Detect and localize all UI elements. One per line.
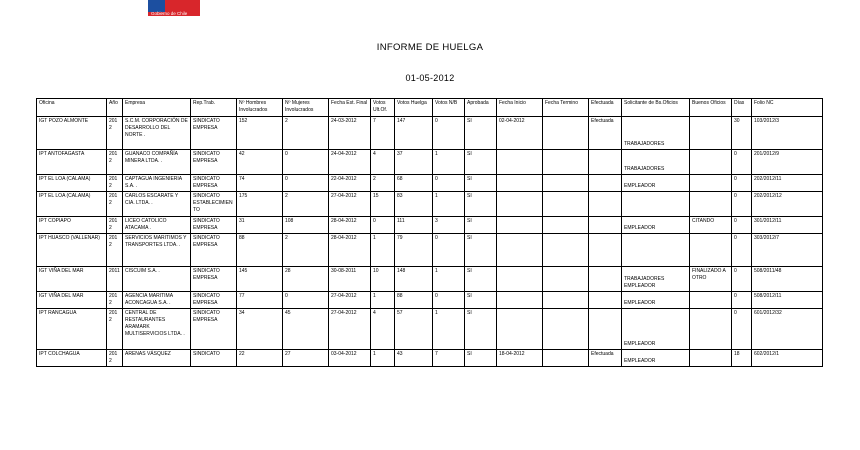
table-cell: SINDICATO EMPRESA [191,150,237,175]
table-cell: 2012 [107,117,123,150]
table-cell: 57 [395,309,433,350]
table-cell [690,234,732,267]
table-cell: CAPTAGUA INGENIERIA S.A. . [123,175,191,192]
table-cell: 27-04-2012 [329,292,371,309]
table-cell: EMPLEADOR [622,217,690,234]
table-cell: LICEO CATOLICO ATACAMA . [123,217,191,234]
table-cell: 4 [371,309,395,350]
table-cell: 10 [371,267,395,292]
table-cell [589,217,622,234]
table-cell: IPT ANTOFAGASTA [37,150,107,175]
table-cell: 175 [237,192,283,217]
gobierno-logo [148,0,200,16]
table-cell: AGENCIA MARITIMA ACONCAGUA S.A. . [123,292,191,309]
table-row [37,267,823,292]
table-cell: 7 [433,350,465,367]
table-cell: CITANDO [690,217,732,234]
table-cell [543,350,589,367]
logo-caption: Gobierno de Chile [151,11,188,16]
table-cell [543,309,589,350]
table-cell: 1 [433,267,465,292]
report-date: 01-05-2012 [405,73,455,83]
table-cell: 0 [283,175,329,192]
table-cell [622,192,690,217]
table-cell: 7 [371,117,395,150]
table-cell: 148 [395,267,433,292]
table-cell [497,309,543,350]
header-efectuada: Efectuada [589,99,622,117]
table-cell: 0 [433,117,465,150]
table-cell: 0 [433,175,465,192]
table-cell [589,234,622,267]
table-row [37,234,823,267]
table-cell: 1 [433,309,465,350]
header-mujeres: Nº Mujeres Involucrados [283,99,329,117]
table-cell: IPT COLCHAGUA [37,350,107,367]
header-empresa: Empresa [123,99,191,117]
table-cell: SI [465,292,497,309]
table-cell: 2012 [107,175,123,192]
table-cell [690,150,732,175]
table-cell: FINALIZADO A OTRO [690,267,732,292]
header-oficina: Oficina [37,99,107,117]
table-cell: 18-04-2012 [497,350,543,367]
table-cell: CARLOS ESCARATE Y CIA. LTDA. . [123,192,191,217]
table-row [37,217,823,234]
table-cell: 1 [433,150,465,175]
table-cell: 34 [237,309,283,350]
header-solicitante: Solicitante de Bs.Oficios [622,99,690,117]
table-cell [543,267,589,292]
table-cell [589,175,622,192]
table-cell: 508/2012/11 [752,292,823,309]
table-cell: Efectuada [589,117,622,150]
table-cell: CENTRAL DE RESTAURANTES ARAMARK MULTISERVICIOS LTDA. . [123,309,191,350]
table-cell: S.C.M. CORPORACIÓN DE DESARROLLO DEL NORTE . [123,117,191,150]
table-cell: 0 [732,150,752,175]
table-cell: IGT VIÑA DEL MAR [37,267,107,292]
table-cell [497,292,543,309]
table-cell: SI [465,117,497,150]
table-cell: IPT COPIAPO [37,217,107,234]
table-header-row [37,99,823,117]
table-cell: 0 [283,150,329,175]
table-cell: SI [465,217,497,234]
table-cell: SINDICATO ESTABLECIMIENTO [191,192,237,217]
header-fecha-inicio: Fecha Inicio [497,99,543,117]
table-cell: 0 [732,267,752,292]
report-title: INFORME DE HUELGA [376,42,484,53]
table-cell: SI [465,192,497,217]
table-cell: 0 [433,234,465,267]
table-cell: SI [465,234,497,267]
table-cell [497,192,543,217]
header-aprobada: Aprobada [465,99,497,117]
table-cell: 602/2012/1 [752,350,823,367]
table-cell [543,292,589,309]
table-cell: GUANACO COMPAÑÍA MINERA LTDA. . [123,150,191,175]
table-cell: 301/2012/11 [752,217,823,234]
table-row [37,117,823,150]
table-cell: 147 [395,117,433,150]
table-cell [690,309,732,350]
table-row [37,309,823,350]
table-cell [622,234,690,267]
table-cell: 2012 [107,217,123,234]
table-cell: 68 [395,175,433,192]
table-cell: 45 [283,309,329,350]
header-fecha-est-final: Fecha Est. Final [329,99,371,117]
table-cell: 0 [371,217,395,234]
table-cell: 83 [395,192,433,217]
table-cell: 0 [732,234,752,267]
table-cell [497,175,543,192]
table-cell: TRABAJADORES [622,150,690,175]
table-cell [543,117,589,150]
table-cell: SINDICATO EMPRESA [191,267,237,292]
header-ano: Año [107,99,123,117]
table-cell: 79 [395,234,433,267]
table-cell: 03-04-2012 [329,350,371,367]
table-cell: 1 [371,234,395,267]
header-votos-ult-of: Votos Ult.Of. [371,99,395,117]
table-cell: 1 [433,192,465,217]
table-cell: 2012 [107,150,123,175]
table-cell: 0 [433,292,465,309]
table-cell: 28-04-2012 [329,217,371,234]
table-cell: SINDICATO EMPRESA [191,175,237,192]
table-cell [690,117,732,150]
table-cell [497,217,543,234]
table-cell: SINDICATO EMPRESA [191,117,237,150]
table-cell: SINDICATO [191,350,237,367]
table-cell: 88 [237,234,283,267]
table-cell [543,150,589,175]
table-cell [543,192,589,217]
table-cell: 2 [283,192,329,217]
table-cell [589,192,622,217]
table-cell: 74 [237,175,283,192]
table-cell: SINDICATO EMPRESA [191,292,237,309]
table-cell: IPT EL LOA (CALAMA) [37,192,107,217]
table-cell: 2012 [107,292,123,309]
table-cell: 77 [237,292,283,309]
table-cell: 24-04-2012 [329,150,371,175]
table-cell: EMPLEADOR [622,175,690,192]
table-cell: 42 [237,150,283,175]
table-cell: 30-08-2011 [329,267,371,292]
table-cell: 88 [395,292,433,309]
table-cell: 108 [283,217,329,234]
table-cell: 31 [237,217,283,234]
header-hombres: Nº Hombres Involucrados [237,99,283,117]
table-cell: SINDICATO EMPRESA [191,309,237,350]
table-cell [497,150,543,175]
table-cell: SI [465,267,497,292]
table-cell: 202/2012/12 [752,192,823,217]
table-cell [543,217,589,234]
table-cell: 2012 [107,234,123,267]
table-cell: 15 [371,192,395,217]
table-cell: 30 [732,117,752,150]
header-fecha-termino: Fecha Termino [543,99,589,117]
header-folio-nc: Folio NC [752,99,823,117]
table-row [37,175,823,192]
table-row [37,350,823,367]
table-cell: 152 [237,117,283,150]
table-cell: TRABAJADORES EMPLEADOR [622,267,690,292]
table-cell: SERVICIOS MARITIMOS Y TRANSPORTES LTDA. . [123,234,191,267]
table-cell: 27-04-2012 [329,192,371,217]
table-cell [589,292,622,309]
table-cell: 303/2012/7 [752,234,823,267]
table-cell: 601/2012/32 [752,309,823,350]
table-cell: SI [465,309,497,350]
table-cell: TRABAJADORES [622,117,690,150]
table-cell: ARENAS VÁSQUEZ [123,350,191,367]
table-cell: 2011 [107,267,123,292]
table-cell: 4 [371,150,395,175]
table-cell: 27-04-2012 [329,309,371,350]
table-cell: 18 [732,350,752,367]
table-cell: 2012 [107,350,123,367]
table-cell [589,309,622,350]
table-cell: 1 [371,350,395,367]
table-cell: IPT HUASCO (VALLENAR) [37,234,107,267]
table-cell: 202/2012/11 [752,175,823,192]
table-cell: 2 [283,234,329,267]
table-cell: SINDICATO EMPRESA [191,234,237,267]
table-cell: 0 [732,175,752,192]
table-cell [589,150,622,175]
table-cell: IGT POZO ALMONTE [37,117,107,150]
table-cell: 28-04-2012 [329,234,371,267]
table-cell: 1 [371,292,395,309]
table-cell: 22-04-2012 [329,175,371,192]
table-cell: 2 [283,117,329,150]
table-cell: 27 [283,350,329,367]
table-cell [690,192,732,217]
header-dias: Días [732,99,752,117]
table-cell: SI [465,350,497,367]
header-votos-nb: Votos N/B [433,99,465,117]
table-cell: IPT EL LOA (CALAMA) [37,175,107,192]
table-cell: EMPLEADOR [622,350,690,367]
table-cell [690,350,732,367]
table-cell [690,292,732,309]
table-cell: SI [465,150,497,175]
table-cell: 28 [283,267,329,292]
table-cell: IPT RANCAGUA [37,309,107,350]
table-cell: 2012 [107,309,123,350]
table-cell: 201/2012/9 [752,150,823,175]
table-cell: EMPLEADOR [622,292,690,309]
table-cell: 145 [237,267,283,292]
table-cell [543,234,589,267]
header-buenos-oficios: Buenos Oficios [690,99,732,117]
header-rep-trab: Rep.Trab. [191,99,237,117]
table-cell: SI [465,175,497,192]
table-row [37,192,823,217]
table-row [37,292,823,309]
table-cell: 22 [237,350,283,367]
table-cell: 0 [732,192,752,217]
table-cell [589,267,622,292]
table-cell: 103/2012/3 [752,117,823,150]
header-votos-huelga: Votos Huelga [395,99,433,117]
table-cell: 2012 [107,192,123,217]
strike-report-table [36,98,823,367]
table-cell: Efectuada [589,350,622,367]
table-cell [543,175,589,192]
table-cell: 02-04-2012 [497,117,543,150]
table-cell [497,234,543,267]
table-cell: 0 [732,292,752,309]
table-cell: 37 [395,150,433,175]
table-cell: 111 [395,217,433,234]
table-cell: 0 [283,292,329,309]
table-cell: EMPLEADOR [622,309,690,350]
table-cell: SINDICATO EMPRESA [191,217,237,234]
table-cell: 0 [732,309,752,350]
table-cell [497,267,543,292]
table-row [37,150,823,175]
table-cell: 24-03-2012 [329,117,371,150]
table-cell: 2 [371,175,395,192]
table-cell: CISCUIM S.A. . [123,267,191,292]
table-cell: 508/2011/48 [752,267,823,292]
table-body [37,117,823,367]
table-cell [690,175,732,192]
table-cell: 3 [433,217,465,234]
table-cell: IGT VIÑA DEL MAR [37,292,107,309]
table-cell: 0 [732,217,752,234]
table-cell: 43 [395,350,433,367]
